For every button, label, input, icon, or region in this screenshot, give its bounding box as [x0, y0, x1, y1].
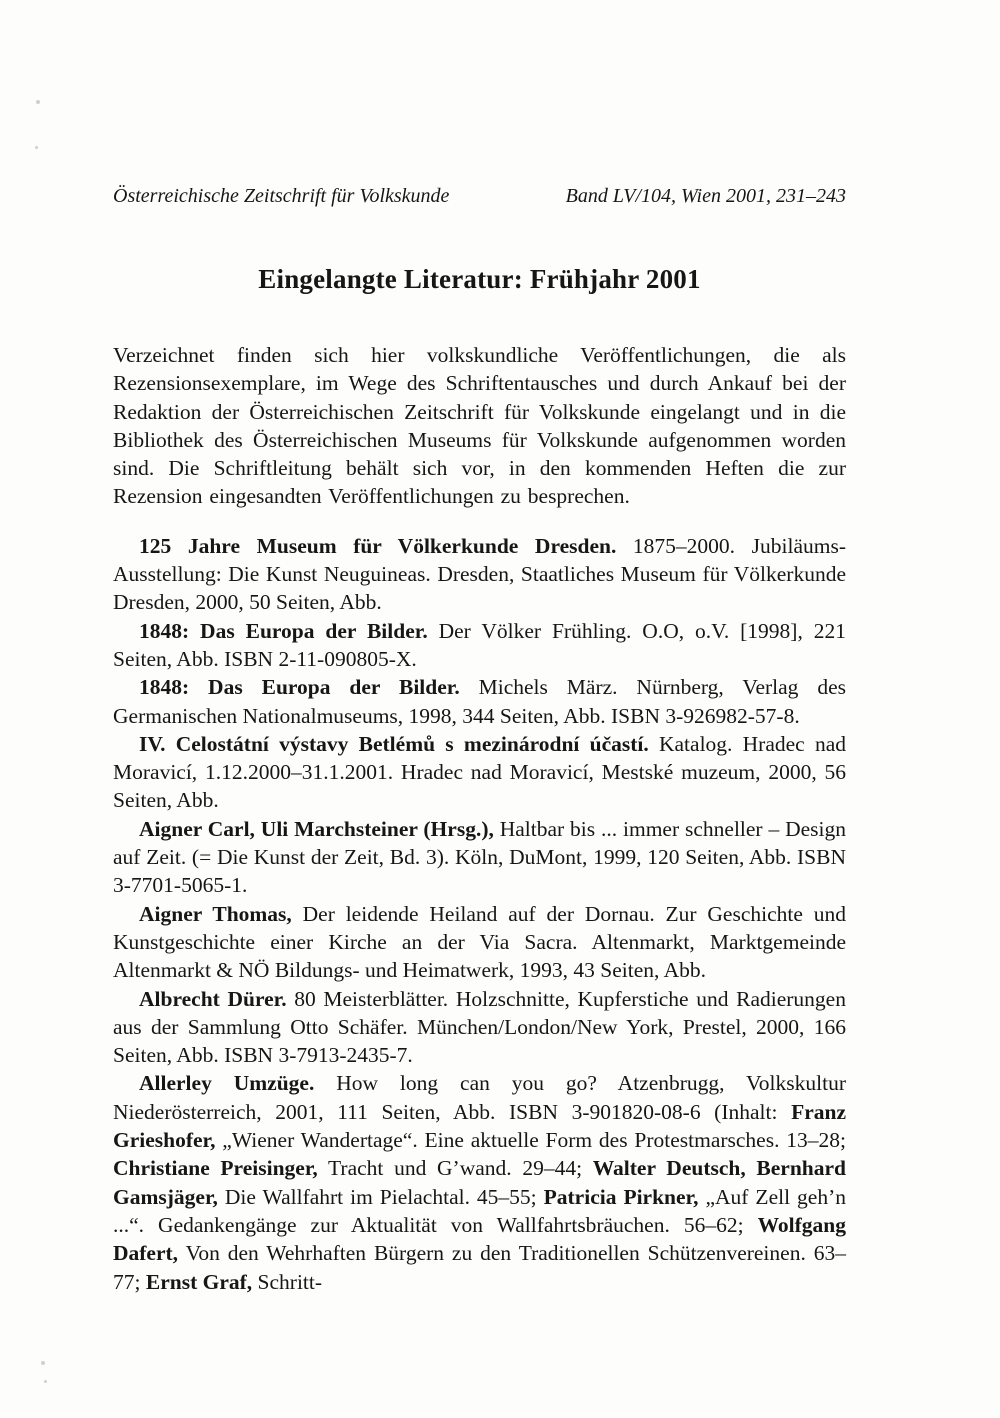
volume-issue-info: Band LV/104, Wien 2001, 231–243 — [565, 185, 846, 207]
entry-heading-text: Walter Deutsch, Bernhard Gamsjäger, — [113, 1156, 846, 1209]
entry-body-text: Michels März. Nürnberg, Verlag des Germanischen Nationalmuseums, 1998, 344 Seiten, Abb. ISBN 3-926982-57-8. — [113, 675, 846, 728]
entry-body-text: Schritt- — [252, 1269, 323, 1294]
bibliography-entry — [113, 532, 846, 617]
bibliography-entry — [113, 815, 846, 900]
entry-body-text: 80 Meisterblätter. Holzschnitte, Kupferstiche und Radierungen aus der Sammlung Otto Schäfer. München/London/New York, Prestel, 2000, 166 Seiten, Abb. ISBN 3-7913-2435-7. — [113, 986, 846, 1068]
text-block — [113, 341, 846, 1296]
bibliography-entry — [113, 985, 846, 1070]
scan-speck — [35, 146, 38, 149]
entry-heading-text: Franz Grieshofer, — [113, 1099, 846, 1153]
entry-heading-text: Ernst Graf, — [145, 1269, 253, 1294]
entry-body-text: „Wiener Wandertage“. Eine aktuelle Form des Protestmarsches. 13–28; — [215, 1128, 846, 1153]
literature-entries — [113, 532, 846, 1296]
entry-heading-text: Aigner Thomas, — [139, 901, 292, 926]
entry-heading-text: Christiane Preisinger, — [113, 1156, 318, 1181]
entry-heading-text: Aigner Carl, Uli Marchsteiner (Hrsg.), — [139, 816, 494, 841]
bibliography-entry — [113, 617, 846, 674]
entry-heading-text: Allerley Umzüge. — [139, 1071, 315, 1096]
entry-heading-text: 1848: Das Europa der Bilder. — [139, 618, 428, 643]
entry-body-text: 1875–2000. Jubiläums-Ausstellung: Die Kunst Neuguineas. Dresden, Staatliches Museum für Völkerkunde Dresden, 2000, 50 Seiten, Abb. — [113, 533, 846, 615]
scan-speck — [44, 1380, 47, 1383]
entry-body-text: Katalog. Hradec nad Moravicí, 1.12.2000–31.1.2001. Hradec nad Moravicí, Mestské muzeum, 2000, 56 Seiten, Abb. — [113, 731, 846, 813]
entry-body-text: Von den Wehrhaften Bürgern zu den Traditionellen Schützenvereinen. 63–77; — [113, 1241, 846, 1294]
entry-heading-text: Albrecht Dürer. — [139, 986, 287, 1011]
page-title: Eingelangte Literatur: Frühjahr 2001 — [258, 264, 701, 294]
entry-heading-text: IV. Celostátní výstavy Betlémů s mezinárodní účastí. — [139, 731, 649, 756]
entry-heading-text: 1848: Das Europa der Bilder. — [139, 675, 460, 700]
entry-body-text: „Auf Zell geh’n ...“. Gedankengänge zur Aktualität von Wallfahrtsbräuchen. 56–62; — [113, 1184, 846, 1237]
running-header — [113, 184, 846, 208]
scan-speck — [36, 100, 40, 104]
entry-body-text: Tracht und G’wand. 29–44; — [317, 1156, 593, 1181]
bibliography-entry — [113, 673, 846, 730]
journal-name: Österreichische Zeitschrift für Volkskunde — [113, 185, 450, 207]
scan-speck — [41, 1361, 45, 1365]
bibliography-entry — [113, 1069, 846, 1295]
entry-body-text: Haltbar bis ... immer schneller – Design auf Zeit. (= Die Kunst der Zeit, Bd. 3). Köln, DuMont, 1999, 120 Seiten, Abb. ISBN 3-7701-5065-1. — [113, 816, 846, 898]
entry-heading-text: Wolfgang Dafert, — [113, 1212, 846, 1266]
entry-body-text: Der Völker Frühling. O.O, o.V. [1998], 221 Seiten, Abb. ISBN 2-11-090805-X. — [113, 618, 846, 671]
entry-heading-text: Patricia Pirkner, — [543, 1184, 699, 1209]
bibliography-entry — [113, 900, 846, 985]
bibliography-entry — [113, 730, 846, 815]
entry-heading-text: 125 Jahre Museum für Völkerkunde Dresden. — [139, 533, 617, 558]
entry-body-text: How long can you go? Atzenbrugg, Volkskultur Niederösterreich, 2001, 111 Seiten, Abb. ISBN 3-901820-08-6 (Inhalt: — [113, 1071, 846, 1124]
intro-paragraph: Verzeichnet finden sich hier volkskundliche Veröffentlichungen, die als Rezensionsexemplare, im Wege des Schriftentausches und durch Ankauf bei der Redaktion der Österreichischen Zeitschrift für Volkskunde eingelangt und in die Bibliothek des Österreichischen Museums für Volkskunde aufgenommen worden sind. Die Schriftleitung behält sich vor, in den kommenden Heften die zur Rezension eingesandten Veröffentlichungen zu besprechen. — [113, 343, 846, 509]
entry-body-text: Der leidende Heiland auf der Dornau. Zur Geschichte und Kunstgeschichte einer Kirche an der Via Sacra. Altenmarkt, Marktgemeinde Altenmarkt & NÖ Bildungs- und Heimatwerk, 1993, 43 Seiten, Abb. — [113, 901, 846, 983]
entry-body-text: Die Wallfahrt im Pielachtal. 45–55; — [217, 1184, 544, 1209]
